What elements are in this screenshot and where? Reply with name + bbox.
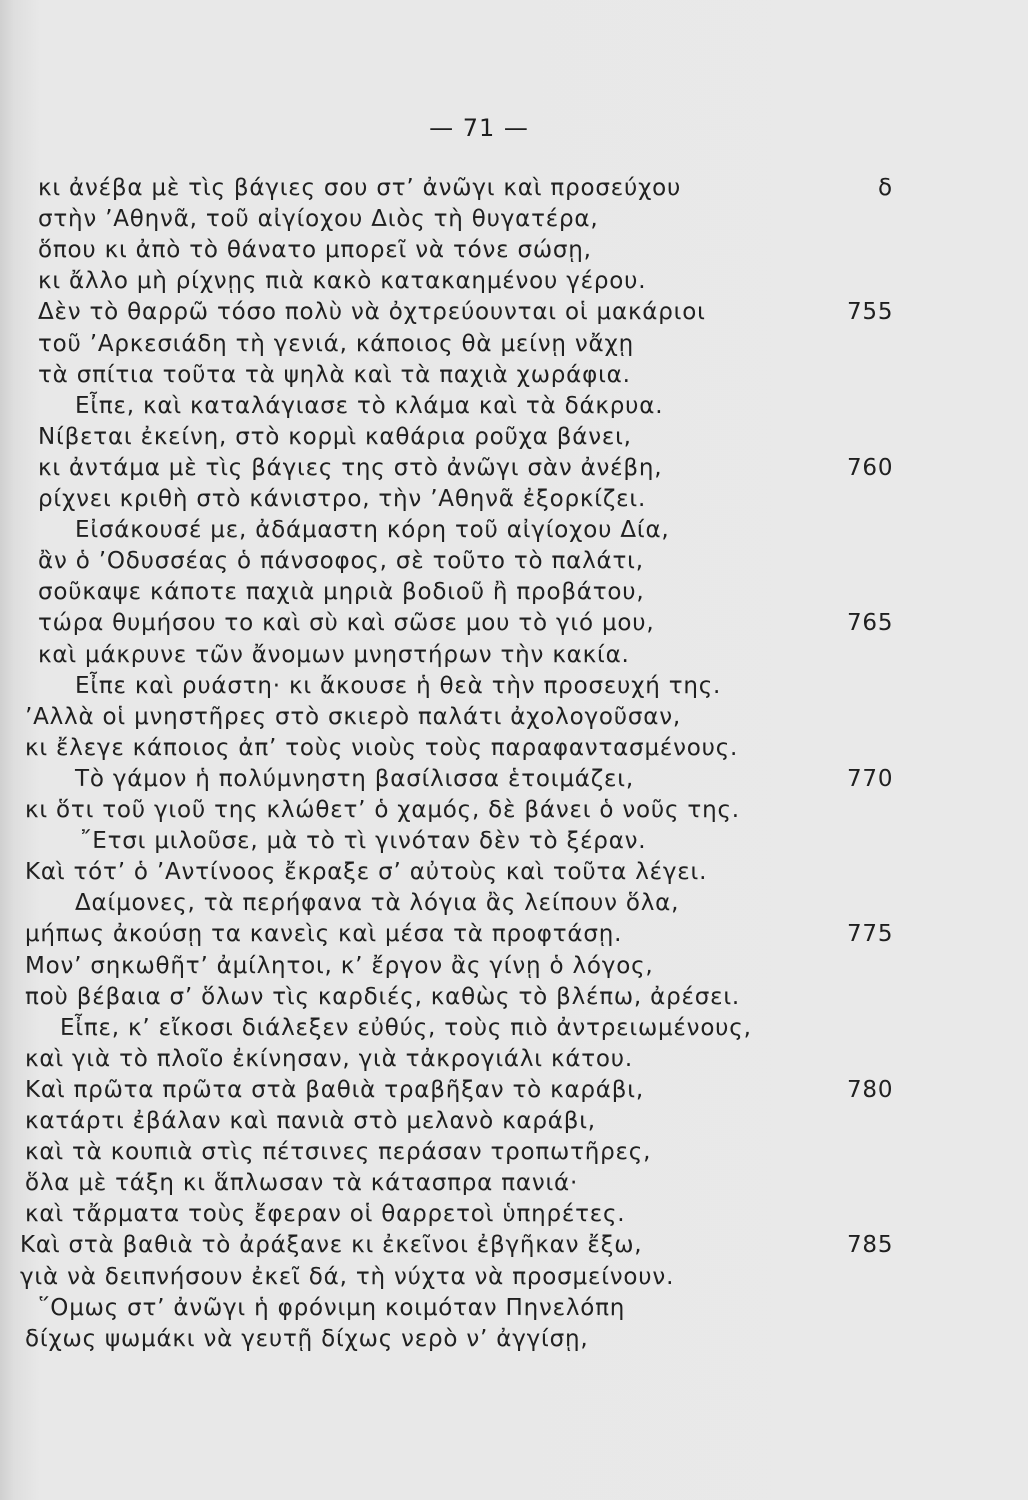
verse-line: καὶ γιὰ τὸ πλοῖο ἐκίνησαν, γιὰ τἀκρογιάλι κάτου. bbox=[25, 1046, 634, 1072]
verse-line: κι ἀντάμα μὲ τὶς βάγιες της στὸ ἀνῶγι σὰν ἀνέβη, bbox=[38, 455, 663, 481]
verse-line: Δαίμονες, τὰ περήφανα τὰ λόγια ἂς λείπουν ὅλα, bbox=[75, 890, 680, 916]
verse-line: γιὰ νὰ δειπνήσουν ἐκεῖ δά, τὴ νύχτα νὰ προσμείνουν. bbox=[20, 1264, 675, 1290]
verse-line: Εἶπε, κ’ εἴκοσι διάλεξεν εὐθύς, τοὺς πιὸ ἀντρειωμένους, bbox=[60, 1015, 752, 1041]
line-number: 785 bbox=[847, 1232, 894, 1258]
verse-line: τοῦ ’Αρκεσιάδη τὴ γενιά, κάποιος θὰ μείνῃ νἄχῃ bbox=[38, 331, 634, 357]
verse-line: κι ὅτι τοῦ γιοῦ της κλώθετ’ ὁ χαμός, δὲ βάνει ὁ νοῦς της. bbox=[25, 797, 740, 823]
verse-line: Καὶ πρῶτα πρῶτα στὰ βαθιὰ τραβῆξαν τὸ καράβι, bbox=[25, 1077, 644, 1103]
line-number: 780 bbox=[847, 1077, 894, 1103]
verse-line: σοῦκαψε κάποτε παχιὰ μηριὰ βοδιοῦ ἢ προβάτου, bbox=[38, 579, 645, 605]
verse-line: Εἶπε, καὶ καταλάγιασε τὸ κλάμα καὶ τὰ δάκρυα. bbox=[75, 393, 664, 419]
verse-line: καὶ τἄρματα τοὺς ἔφεραν οἱ θαρρετοὶ ὑπηρέτες. bbox=[25, 1201, 626, 1227]
verse-line: κι ἀνέβα μὲ τὶς βάγιες σου στ’ ἀνῶγι καὶ προσεύχου bbox=[38, 175, 682, 201]
verse-line: Εἰσάκουσέ με, ἀδάμαστη κόρη τοῦ αἰγίοχου Δία, bbox=[75, 517, 670, 543]
book-marker: δ bbox=[878, 175, 893, 201]
verse-line: καὶ μάκρυνε τῶν ἄνομων μνηστήρων τὴν κακία. bbox=[38, 642, 630, 668]
verse-line: ρίχνει κριθὴ στὸ κάνιστρο, τὴν ’Αθηνᾶ ἐξορκίζει. bbox=[38, 486, 647, 512]
verse-line: ποὺ βέβαια σ’ ὅλων τὶς καρδιές, καθὼς τὸ βλέπω, ἀρέσει. bbox=[25, 984, 741, 1010]
verse-line: Εἶπε καὶ ρυάστη· κι ἄκουσε ἡ θεὰ τὴν προσευχή της. bbox=[75, 673, 722, 699]
verse-line: ῞Ομως στ’ ἀνῶγι ἡ φρόνιμη κοιμόταν Πηνελόπη bbox=[38, 1295, 626, 1321]
line-number: 775 bbox=[847, 921, 894, 947]
verse-line: δίχως ψωμάκι νὰ γευτῇ δίχως νερὸ ν’ ἀγγίσῃ, bbox=[25, 1326, 589, 1352]
verse-line: κατάρτι ἐβάλαν καὶ πανιὰ στὸ μελανὸ καράβι, bbox=[25, 1108, 596, 1134]
verse-line: καὶ τὰ κουπιὰ στὶς πέτσινες περάσαν τροπωτῆρες, bbox=[25, 1139, 652, 1165]
verse-line: ὅλα μὲ τάξη κι ἅπλωσαν τὰ κάτασπρα πανιά· bbox=[25, 1170, 579, 1196]
line-number: 760 bbox=[847, 455, 894, 481]
line-number: 770 bbox=[847, 766, 894, 792]
verse-line: ὅπου κι ἀπὸ τὸ θάνατο μπορεῖ νὰ τόνε σώσῃ, bbox=[38, 237, 592, 263]
verse-line: Νίβεται ἐκείνη, στὸ κορμὶ καθάρια ροῦχα βάνει, bbox=[38, 424, 632, 450]
verse-line: τώρα θυμήσου το καὶ σὺ καὶ σῶσε μου τὸ γιό μου, bbox=[38, 610, 655, 636]
verse-line: μήπως ἀκούσῃ τα κανεὶς καὶ μέσα τὰ προφτάσῃ. bbox=[25, 921, 623, 947]
verse-line: Δὲν τὸ θαρρῶ τόσο πολὺ νὰ ὀχτρεύουνται οἱ μακάριοι bbox=[38, 299, 706, 325]
verse-line: κι ἄλλο μὴ ρίχνῃς πιὰ κακὸ κατακαημένου γέρου. bbox=[38, 268, 647, 294]
verse-line: Μον’ σηκωθῆτ’ ἀμίλητοι, κ’ ἔργον ἂς γίνῃ ὁ λόγος, bbox=[25, 953, 654, 979]
verse-line: ’Αλλὰ οἱ μνηστῆρες στὸ σκιερὸ παλάτι ἀχολογοῦσαν, bbox=[25, 704, 681, 730]
verse-line: κι ἔλεγε κάποιος ἀπ’ τοὺς νιοὺς τοὺς παραφαντασμένους. bbox=[25, 735, 739, 761]
verse-line: Καὶ τότ’ ὁ ’Αντίνοος ἔκραξε σ’ αὐτοὺς καὶ τοῦτα λέγει. bbox=[25, 859, 708, 885]
verse-line: Καὶ στὰ βαθιὰ τὸ ἀράξανε κι ἐκεῖνοι ἐβγῆκαν ἔξω, bbox=[20, 1232, 643, 1258]
verse-line: ἂν ὁ ’Οδυσσέας ὁ πάνσοφος, σὲ τοῦτο τὸ παλάτι, bbox=[38, 548, 644, 574]
line-number: 755 bbox=[847, 299, 894, 325]
verse-line: τὰ σπίτια τοῦτα τὰ ψηλὰ καὶ τὰ παχιὰ χωράφια. bbox=[38, 362, 631, 388]
page-number: — 71 — bbox=[429, 114, 529, 142]
verse-line: Τὸ γάμον ἡ πολύμνηστη βασίλισσα ἑτοιμάζει, bbox=[75, 766, 634, 792]
verse-line: ῎Ετσι μιλοῦσε, μὰ τὸ τὶ γινόταν δὲν τὸ ξέραν. bbox=[80, 828, 647, 854]
line-number: 765 bbox=[847, 610, 894, 636]
verse-line: στὴν ’Αθηνᾶ, τοῦ αἰγίοχου Διὸς τὴ θυγατέρα, bbox=[38, 206, 599, 232]
